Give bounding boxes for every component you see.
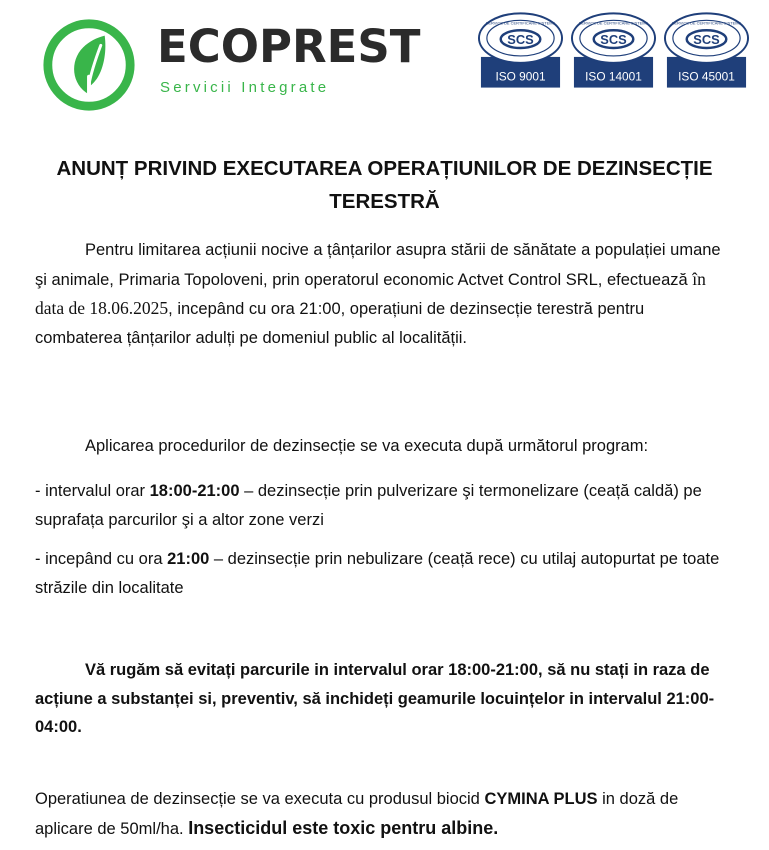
badge-label: ISO 9001 [495, 69, 546, 84]
certification-badge-iso-9001 [476, 10, 565, 90]
certification-badge-iso-14001 [569, 10, 658, 90]
program-item-2-time: 21:00 [167, 550, 210, 568]
program-intro: Aplicarea procedurilor de dezinsecție se va executa după următorul program: [85, 437, 649, 455]
certification-badge-iso-45001 [662, 10, 751, 90]
badge-seal-text: SCS [693, 32, 720, 48]
program-item-2-text: – dezinsecție prin nebulizare (ceață rece) cu utilaj autopurtat pe toate străzile din localitate [35, 550, 720, 597]
program-item-1-text: – dezinsecție prin pulverizare şi termonelizare (ceață caldă) pe suprafața parcurilor şi a altor zone verzi [35, 482, 702, 529]
program-item-2 [35, 545, 735, 602]
badge-seal-text: SCS [600, 32, 627, 48]
closing-text-1: Operatiunea de dezinsecție se va executa cu produsul biocid [35, 790, 485, 808]
toxicity-warning: Insecticidul este toxic pentru albine. [188, 817, 499, 838]
brand-name: ECOPREST [157, 20, 421, 73]
intro-paragraph [35, 236, 735, 352]
closing-text-2: in doză de aplicare de 50ml/ha. [35, 790, 679, 838]
certification-badges [476, 10, 751, 92]
letterhead [0, 0, 769, 120]
title-line-2: TERESTRĂ [329, 190, 440, 213]
product-name: CYMINA PLUS [484, 790, 598, 808]
intro-text-2: , incepând cu ora 21:00, operațiuni de dezinsecție terestră pentru combaterea țânțarilor adulți pe domeniul public al localității. [35, 300, 645, 347]
closing-paragraph [35, 785, 735, 843]
badge-arc-text: SERVICE DE CERTIFICARE SISTEME [485, 20, 556, 26]
intro-date: în data de 18.06.2025 [35, 268, 706, 318]
badge-arc-text: SERVICE DE CERTIFICARE SISTEME [578, 20, 649, 26]
badge-label: ISO 45001 [678, 69, 735, 84]
program-item-2-prefix: - incepând cu ora [35, 550, 168, 568]
program-item-1-time: 18:00-21:00 [149, 482, 240, 500]
intro-text-1: Pentru limitarea acțiunii nocive a țânțarilor asupra stării de sănătate a populației umane şi animale, Primaria Topoloveni, prin operatorul economic Actvet Control SRL, efectuează [35, 241, 721, 289]
leaf-logo-icon [40, 16, 138, 114]
announcement-title [20, 152, 749, 218]
badge-label: ISO 14001 [585, 69, 642, 84]
badge-seal-text: SCS [507, 32, 534, 48]
badge-arc-text: SERVICE DE CERTIFICARE SISTEME [671, 20, 742, 26]
brand-tagline: Servicii Integrate [160, 79, 330, 96]
warning-paragraph: Vă rugăm să evitați parcurile in intervalul orar 18:00-21:00, să nu stați in raza de acțiune a substanței si, preventiv, să inchideți geamurile locuințelor in intervalul 21:00-04:00. [35, 661, 715, 736]
program-item-1 [35, 477, 735, 534]
program-item-1-prefix: - intervalul orar [35, 482, 150, 500]
title-line-1: ANUNȚ PRIVIND EXECUTAREA OPERAȚIUNILOR DE DEZINSECȚIE [56, 157, 713, 180]
